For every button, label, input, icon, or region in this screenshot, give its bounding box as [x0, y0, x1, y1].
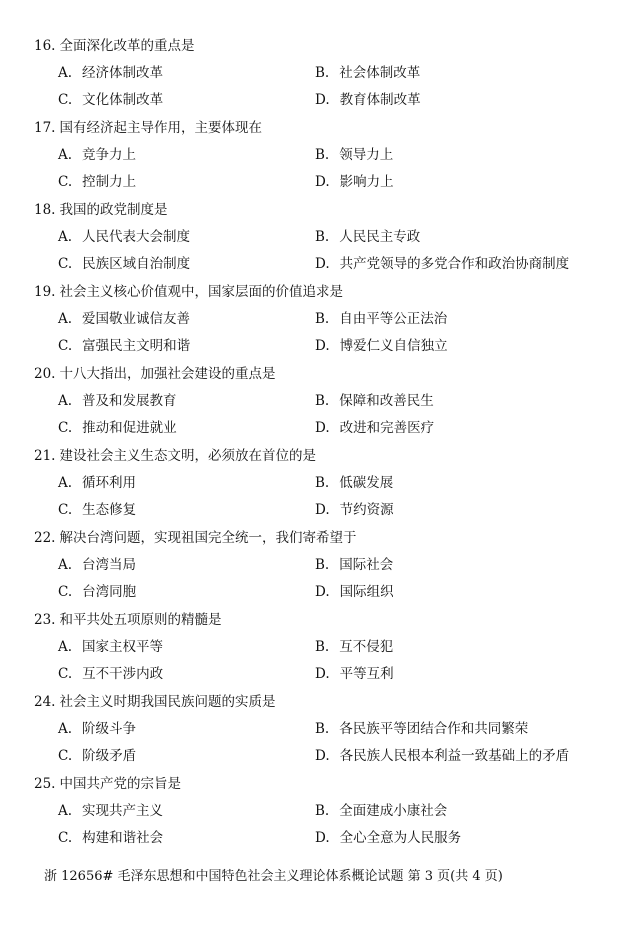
option-d: [315, 172, 394, 192]
question-stem-line: [34, 446, 316, 466]
option-text: 改进和完善医疗: [339, 420, 435, 436]
option-text: 领导力上: [339, 147, 394, 163]
option-letter: C.: [58, 584, 73, 600]
option-d: [315, 254, 569, 274]
option-letter: C.: [58, 338, 73, 354]
question-number: 17.: [34, 120, 56, 136]
option-text: 竞争力上: [82, 147, 137, 163]
question-number: 18.: [34, 202, 56, 218]
option-c: [58, 336, 190, 356]
question-item: [0, 200, 622, 282]
option-c: [58, 828, 163, 848]
option-letter: A.: [58, 393, 73, 409]
option-text: 国家主权平等: [82, 639, 164, 655]
option-a: [58, 719, 136, 739]
question-number: 25.: [34, 776, 56, 792]
option-letter: D.: [315, 338, 330, 354]
option-letter: D.: [315, 666, 330, 682]
option-text: 实现共产主义: [82, 803, 164, 819]
option-text: 人民民主专政: [339, 229, 421, 245]
option-a: [58, 227, 190, 247]
question-number: 23.: [34, 612, 56, 628]
question-item: [0, 692, 622, 774]
option-b: [315, 637, 393, 657]
option-text: 富强民主文明和谐: [82, 338, 191, 354]
question-number: 19.: [34, 284, 56, 300]
option-text: 社会体制改革: [339, 65, 421, 81]
option-letter: D.: [315, 92, 330, 108]
question-item: [0, 774, 622, 856]
option-letter: C.: [58, 174, 73, 190]
option-letter: C.: [58, 748, 73, 764]
option-a: [58, 145, 136, 165]
option-text: 保障和改善民生: [339, 393, 434, 409]
option-letter: B.: [315, 557, 330, 573]
option-letter: D.: [315, 748, 330, 764]
option-letter: B.: [315, 475, 330, 491]
question-stem-line: [34, 364, 275, 384]
option-letter: B.: [315, 393, 330, 409]
option-letter: D.: [315, 174, 330, 190]
option-letter: A.: [58, 557, 73, 573]
option-letter: D.: [315, 420, 330, 436]
option-text: 民族区域自治制度: [82, 256, 191, 272]
option-text: 博爱仁义自信独立: [339, 338, 448, 354]
option-text: 各民族平等团结合作和共同繁荣: [339, 721, 529, 737]
option-a: [58, 391, 177, 411]
option-letter: A.: [58, 639, 73, 655]
option-d: [315, 746, 569, 766]
option-d: [315, 500, 394, 520]
question-stem: 中国共产党的宗旨是: [59, 776, 181, 792]
question-item: [0, 282, 622, 364]
option-b: [315, 801, 447, 821]
option-letter: A.: [58, 147, 73, 163]
question-stem: 解决台湾问题，实现祖国完全统一，我们寄希望于: [59, 530, 357, 546]
question-stem-line: [34, 692, 275, 712]
option-c: [58, 172, 136, 192]
question-stem: 全面深化改革的重点是: [59, 38, 195, 54]
option-text: 互不干涉内政: [82, 666, 164, 682]
question-stem: 社会主义核心价值观中，国家层面的价值追求是: [59, 284, 343, 300]
option-text: 爱国敬业诚信友善: [82, 311, 191, 327]
option-letter: C.: [58, 666, 73, 682]
question-stem-line: [34, 774, 181, 794]
option-text: 各民族人民根本利益一致基础上的矛盾: [339, 748, 570, 764]
option-text: 教育体制改革: [339, 92, 421, 108]
option-text: 阶级矛盾: [82, 748, 137, 764]
option-c: [58, 500, 136, 520]
option-text: 自由平等公正法治: [339, 311, 448, 327]
question-stem-line: [34, 282, 343, 302]
question-stem: 和平共处五项原则的精髓是: [59, 612, 222, 628]
option-a: [58, 801, 163, 821]
option-b: [315, 473, 393, 493]
option-text: 影响力上: [339, 174, 394, 190]
option-a: [58, 555, 136, 575]
option-d: [315, 582, 394, 602]
option-text: 循环利用: [82, 475, 137, 491]
option-letter: C.: [58, 502, 73, 518]
question-item: [0, 446, 622, 528]
option-text: 互不侵犯: [339, 639, 394, 655]
question-number: 22.: [34, 530, 56, 546]
option-c: [58, 418, 177, 438]
question-item: [0, 528, 622, 610]
option-d: [315, 828, 461, 848]
question-stem-line: [34, 610, 221, 630]
question-stem-line: [34, 200, 167, 220]
option-letter: A.: [58, 65, 73, 81]
question-item: [0, 610, 622, 692]
option-letter: A.: [58, 475, 73, 491]
option-b: [315, 391, 434, 411]
question-stem-line: [34, 36, 194, 56]
question-number: 16.: [34, 38, 56, 54]
option-a: [58, 309, 190, 329]
question-item: [0, 118, 622, 200]
option-letter: C.: [58, 830, 73, 846]
option-letter: B.: [315, 147, 330, 163]
option-letter: D.: [315, 256, 330, 272]
question-item: [0, 364, 622, 446]
option-letter: B.: [315, 229, 330, 245]
option-letter: A.: [58, 803, 73, 819]
option-c: [58, 746, 136, 766]
option-text: 台湾当局: [82, 557, 137, 573]
question-stem: 国有经济起主导作用，主要体现在: [59, 120, 262, 136]
option-b: [315, 145, 393, 165]
question-stem: 我国的政党制度是: [59, 202, 168, 218]
question-number: 20.: [34, 366, 56, 382]
option-text: 平等互利: [339, 666, 394, 682]
question-number: 21.: [34, 448, 56, 464]
option-text: 阶级斗争: [82, 721, 137, 737]
option-letter: D.: [315, 502, 330, 518]
question-stem: 十八大指出，加强社会建设的重点是: [59, 366, 276, 382]
option-text: 构建和谐社会: [82, 830, 164, 846]
option-text: 经济体制改革: [82, 65, 164, 81]
option-b: [315, 719, 528, 739]
option-c: [58, 582, 136, 602]
option-a: [58, 637, 163, 657]
option-letter: D.: [315, 830, 330, 846]
option-d: [315, 90, 421, 110]
question-stem-line: [34, 118, 262, 138]
option-letter: B.: [315, 311, 330, 327]
option-c: [58, 90, 163, 110]
option-b: [315, 63, 420, 83]
option-d: [315, 664, 394, 684]
option-d: [315, 418, 434, 438]
question-item: [0, 36, 622, 118]
option-letter: A.: [58, 311, 73, 327]
option-text: 控制力上: [82, 174, 137, 190]
option-text: 人民代表大会制度: [82, 229, 191, 245]
option-text: 低碳发展: [339, 475, 394, 491]
question-stem: 建设社会主义生态文明，必须放在首位的是: [59, 448, 316, 464]
question-number: 24.: [34, 694, 56, 710]
option-letter: A.: [58, 721, 73, 737]
option-text: 共产党领导的多党合作和政治协商制度: [339, 256, 570, 272]
option-c: [58, 254, 190, 274]
option-text: 推动和促进就业: [82, 420, 177, 436]
option-text: 节约资源: [339, 502, 394, 518]
question-stem-line: [34, 528, 356, 548]
option-letter: D.: [315, 584, 330, 600]
option-b: [315, 309, 447, 329]
option-letter: B.: [315, 803, 330, 819]
option-letter: C.: [58, 256, 73, 272]
option-text: 国际社会: [339, 557, 394, 573]
option-letter: B.: [315, 65, 330, 81]
option-letter: B.: [315, 721, 330, 737]
option-b: [315, 555, 393, 575]
option-letter: A.: [58, 229, 73, 245]
option-letter: B.: [315, 639, 330, 655]
option-b: [315, 227, 420, 247]
option-text: 国际组织: [339, 584, 394, 600]
option-letter: C.: [58, 92, 73, 108]
option-letter: C.: [58, 420, 73, 436]
question-stem: 社会主义时期我国民族问题的实质是: [59, 694, 276, 710]
option-text: 普及和发展教育: [82, 393, 177, 409]
option-a: [58, 63, 163, 83]
option-text: 全心全意为人民服务: [339, 830, 462, 846]
option-d: [315, 336, 448, 356]
option-text: 全面建成小康社会: [339, 803, 448, 819]
option-c: [58, 664, 163, 684]
option-text: 台湾同胞: [82, 584, 137, 600]
option-text: 文化体制改革: [82, 92, 164, 108]
option-a: [58, 473, 136, 493]
page-footer: 浙 12656# 毛泽东思想和中国特色社会主义理论体系概论试题 第 3 页(共 4 页): [44, 869, 503, 884]
option-text: 生态修复: [82, 502, 137, 518]
